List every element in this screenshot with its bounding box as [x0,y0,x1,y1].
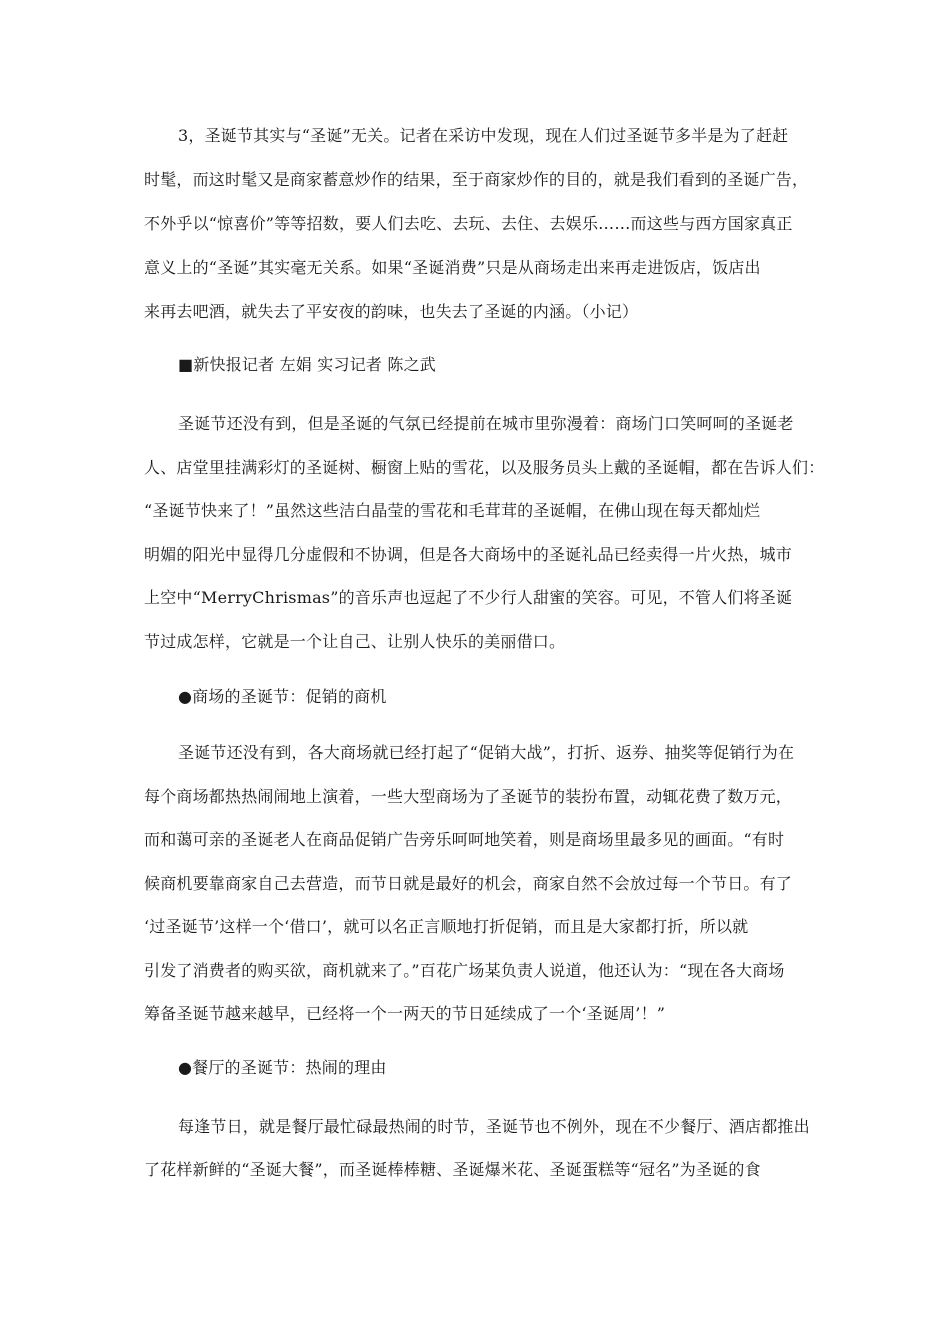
text-line: 明媚的阳光中显得几分虚假和不协调，但是各大商场中的圣诞礼品已经卖得一片火热，城市 [144,545,793,564]
text-line: 每逢节日，就是餐厅最忙碌最热闹的时节，圣诞节也不例外，现在不少餐厅、酒店都推出 [178,1117,810,1136]
text-line: 节过成怎样，它就是一个让自己、让别人快乐的美丽借口。 [144,632,566,651]
text-line: 来再去吧酒，就失去了平安夜的韵味，也失去了圣诞的内涵。（小记） [144,302,639,321]
section-heading: ●餐厅的圣诞节：热闹的理由 [178,1058,387,1077]
text-line: 候商机要靠商家自己去营造，而节日就是最好的机会，商家自然不会放过每一个节日。有了 [144,874,793,893]
text-line: ‘过圣诞节’这样一个‘借口’，就可以名正言顺地打折促销，而且是大家都打折，所以就 [144,917,749,936]
text-line: 筹备圣诞节越来越早，已经将一个一两天的节日延续成了一个‘圣诞周’！” [144,1004,666,1023]
text-line: 圣诞节还没有到，但是圣诞的气氛已经提前在城市里弥漫着：商场门口笑呵呵的圣诞老 [178,414,794,433]
byline: ■新快报记者 左娟 实习记者 陈之武 [178,355,436,374]
text-line: 时髦，而这时髦又是商家蓄意炒作的结果，至于商家炒作的目的，就是我们看到的圣诞广告， [144,170,809,189]
text-line: 上空中“MerryChrismas”的音乐声也逗起了不少行人甜蜜的笑容。可见，不管人们将圣诞 [144,588,793,607]
text-line: 圣诞节还没有到，各大商场就已经打起了“促销大战”，打折、返券、抽奖等促销行为在 [178,743,795,762]
text-line: 不外乎以“惊喜价”等等招数，要人们去吃、去玩、去住、去娱乐……而这些与西方国家真正 [144,214,793,233]
text-line: 意义上的“圣诞”其实毫无关系。如果“圣诞消费”只是从商场走出来再走进饭店，饭店出 [144,258,761,277]
text-line: 而和蔼可亲的圣诞老人在商品促销广告旁乐呵呵地笑着，则是商场里最多见的画面。“有时 [144,830,785,849]
text-line: 了花样新鲜的“圣诞大餐”，而圣诞棒棒糖、圣诞爆米花、圣诞蛋糕等“冠名”为圣诞的食 [144,1160,761,1179]
text-line: 引发了消费者的购买欲，商机就来了。”百花广场某负责人说道，他还认为：“现在各大商场 [144,961,785,980]
section-heading: ●商场的圣诞节：促销的商机 [178,687,387,706]
text-line: 每个商场都热热闹闹地上演着，一些大型商场为了圣诞节的装扮布置，动辄花费了数万元， [144,787,793,806]
text-line: 人、店堂里挂满彩灯的圣诞树、橱窗上贴的雪花，以及服务员头上戴的圣诞帽，都在告诉人们： [144,458,825,477]
text-line: “圣诞节快来了！”虽然这些洁白晶莹的雪花和毛茸茸的圣诞帽，在佛山现在每天都灿烂 [144,501,761,520]
text-line: 3，圣诞节其实与“圣诞”无关。记者在采访中发现，现在人们过圣诞节多半是为了赶赶 [178,126,789,145]
